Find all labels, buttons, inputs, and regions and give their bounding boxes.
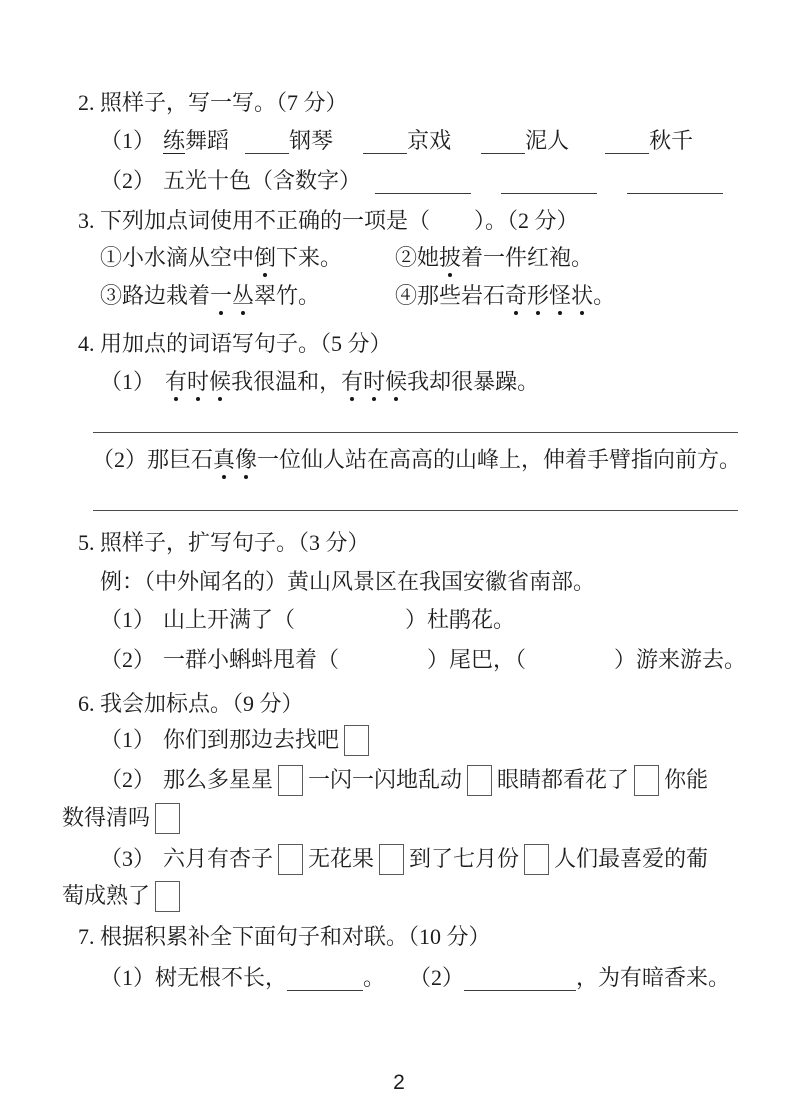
- question-6-item-2-line2: 数得清吗: [62, 803, 185, 834]
- answer-blank: [627, 179, 723, 194]
- emphasis-dot-char: 时: [363, 367, 385, 397]
- question-6-heading: 6. 我会加标点。（9 分）: [78, 691, 304, 716]
- question-3-option-3: ③路边栽着一丛翠竹。: [100, 281, 320, 311]
- question-6-item-2-line1: （2） 那么多星星 一闪一闪地乱动 眼睛都看花了 你能: [100, 765, 708, 796]
- emphasis-dot-char: 时: [187, 367, 209, 397]
- punctuation-box: [155, 803, 180, 834]
- answer-blank: [605, 139, 649, 154]
- question-6-item-1: （1） 你们到那边去找吧: [100, 725, 374, 756]
- question-4-heading: 4. 用加点的词语写句子。（5 分）: [78, 331, 392, 356]
- punctuation-box: [278, 765, 303, 796]
- answer-blank: [363, 139, 407, 154]
- emphasis-dot-char: 奇: [505, 281, 527, 311]
- question-4-item-1: （1） 有时候我很温和，有时候我却很暴躁。: [100, 367, 539, 397]
- question-2-item-2: （2） 五光十色（含数字）: [100, 166, 723, 196]
- answer-blank: [464, 976, 576, 991]
- answer-line-2: [93, 510, 738, 511]
- question-7-line: （1）树无根不长， 。 （2） ，为有暗香来。: [100, 965, 731, 990]
- emphasis-dot-char: 倒: [254, 243, 276, 273]
- punctuation-box: [467, 765, 492, 796]
- question-6-item-3-line1: （3） 六月有杏子 无花果 到了七月份 人们最喜爱的葡: [100, 844, 708, 875]
- punctuation-box: [278, 844, 303, 875]
- answer-line-1: [93, 432, 738, 433]
- emphasis-dot-char: 一: [210, 281, 232, 311]
- answer-blank: [245, 139, 289, 154]
- punctuation-box: [379, 844, 404, 875]
- punctuation-box: [634, 765, 659, 796]
- question-2-item-1: （1） 练舞蹈 钢琴 京戏 泥人 秋千: [100, 128, 694, 153]
- emphasis-dot-char: 怪: [549, 281, 571, 311]
- question-5-item-2: （2） 一群小蝌蚪甩着（ ）尾巴，（ ）游来游去。: [100, 647, 747, 672]
- question-6-item-3-line2: 萄成熟了: [62, 881, 185, 912]
- answer-blank: [375, 179, 471, 194]
- question-4-item-2: （2）那巨石真像一位仙人站在高高的山峰上，伸着手臂指向前方。: [92, 445, 741, 475]
- punctuation-box: [344, 725, 369, 756]
- question-5-item-1: （1） 山上开满了（ ）杜鹃花。: [100, 607, 516, 632]
- answer-blank: [481, 139, 525, 154]
- punctuation-box: [155, 881, 180, 912]
- question-3-heading: 3. 下列加点词使用不正确的一项是（ ）。（2 分）: [78, 208, 579, 233]
- emphasis-dot-char: 状: [571, 281, 593, 311]
- question-7-heading: 7. 根据积累补全下面句子和对联。（10 分）: [78, 924, 491, 949]
- emphasis-dot-char: 丛: [232, 281, 254, 311]
- emphasis-dot-char: 候: [209, 367, 231, 397]
- emphasis-dot-char: 像: [235, 445, 257, 475]
- emphasis-dot-char: 真: [213, 445, 235, 475]
- question-3-option-4: ④那些岩石奇形怪状。: [395, 281, 615, 311]
- emphasis-dot-char: 候: [385, 367, 407, 397]
- page-number: 2: [393, 1071, 405, 1094]
- answer-blank: [501, 179, 597, 194]
- question-3-option-2: ②她披着一件红袍。: [395, 243, 593, 273]
- question-2-heading: 2. 照样子，写一写。（7 分）: [78, 90, 348, 115]
- answer-blank: [287, 976, 363, 991]
- emphasis-dot-char: 形: [527, 281, 549, 311]
- question-3-option-1: ①小水滴从空中倒下来。: [100, 243, 342, 273]
- question-5-heading: 5. 照样子，扩写句子。（3 分）: [78, 530, 370, 555]
- underlined-char: 练: [163, 128, 186, 153]
- punctuation-box: [524, 844, 549, 875]
- emphasis-dot-char: 有: [341, 367, 363, 397]
- emphasis-dot-char: 有: [165, 367, 187, 397]
- emphasis-dot-char: 披: [439, 243, 461, 273]
- question-5-example: 例：（中外闻名的）黄山风景区在我国安徽省南部。: [100, 569, 596, 594]
